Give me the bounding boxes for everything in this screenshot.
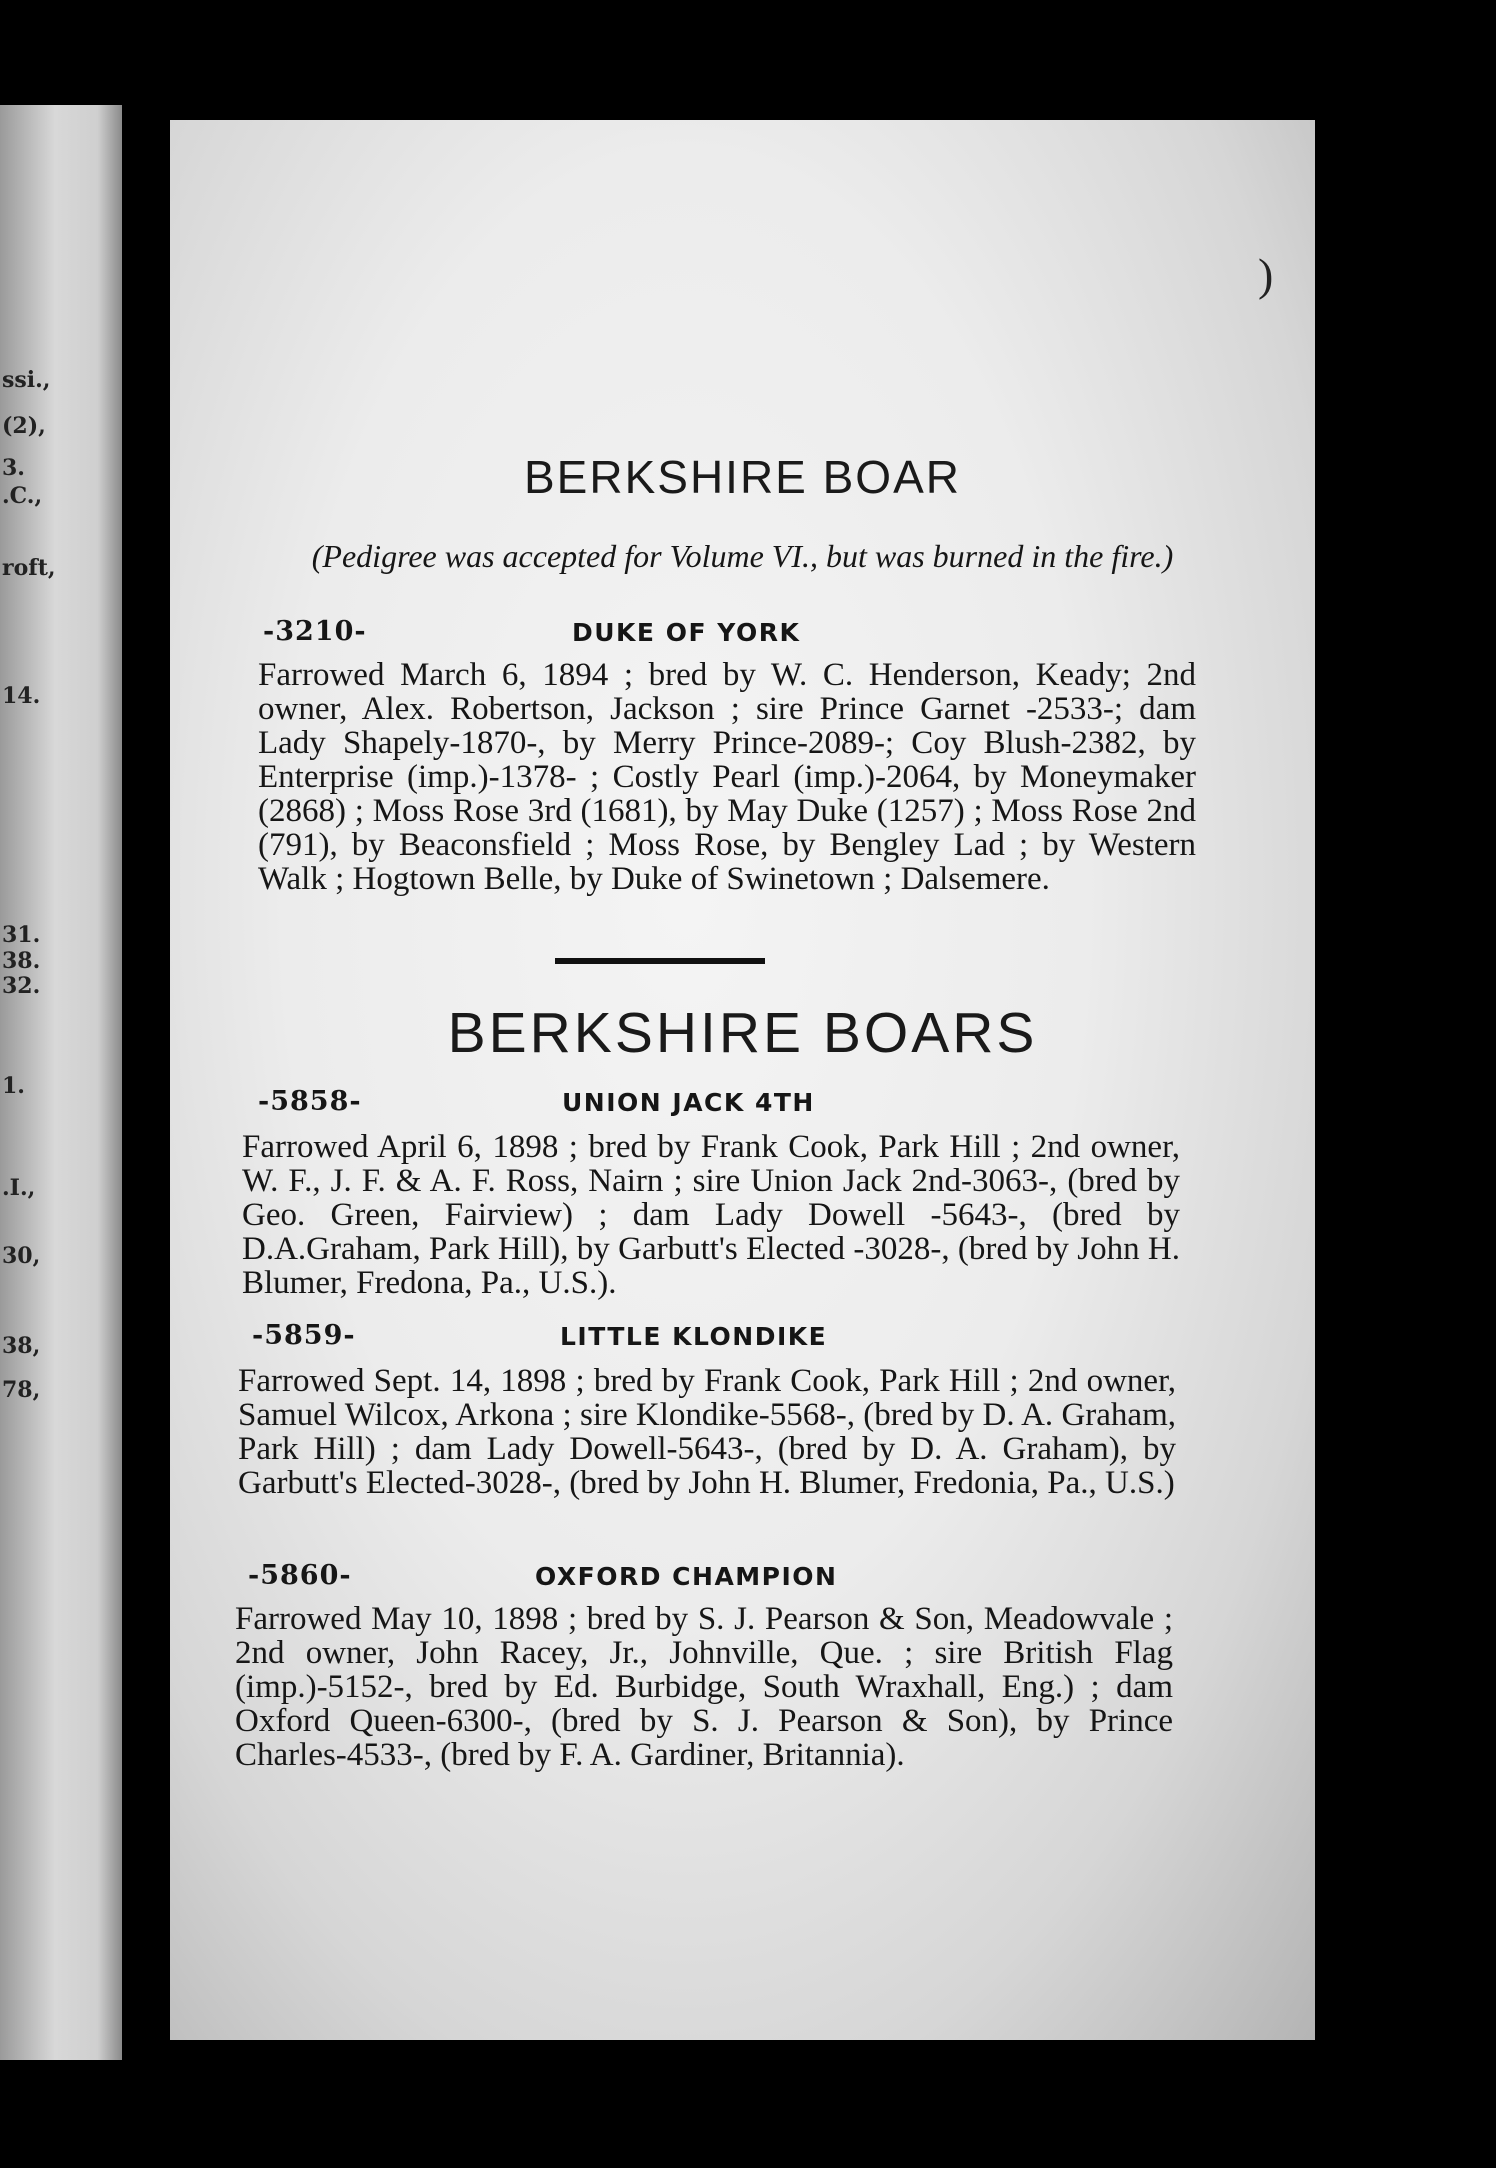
entry-header <box>170 1320 1315 1360</box>
book-page <box>170 120 1315 2040</box>
page-mark: ) <box>1258 249 1274 300</box>
entry-name: LITTLE KLONDIKE <box>560 1322 828 1351</box>
margin-fragment: 14. <box>2 683 41 709</box>
margin-fragment: 30, <box>2 1243 41 1269</box>
entry-body: Farrowed March 6, 1894 ; bred by W. C. Henderson, Keady; 2nd owner, Alex. Robertson, Jackson ; sire Prince Garnet -2533-; dam Lady Shapely-1870-, by Merry Prince-2089-; Coy Blush-2382, by Enterprise (imp.)-1378- ; Costly Pearl (imp.)-2064, by Moneymaker (2868) ; Moss Rose 3rd (1681), by May Duke (1257) ; Moss Rose 2nd (791), by Beaconsfield ; Moss Rose, by Bengley Lad ; by Western Walk ; Hogtown Belle, by Duke of Swinetown ; Dalsemere. <box>258 657 1196 897</box>
section-note: (Pedigree was accepted for Volume VI., but was burned in the fire.) <box>311 538 1174 574</box>
margin-fragment: 1. <box>2 1073 25 1099</box>
entry-number: -5859- <box>252 1320 356 1351</box>
entry-body: Farrowed April 6, 1898 ; bred by Frank Cook, Park Hill ; 2nd owner, W. F., J. F. & A. F. Ross, Nairn ; sire Union Jack 2nd-3063-, (bred by Geo. Green, Fairview) ; dam Lady Dowell -5643-, (bred by D.A.Graham, Park Hill), by Garbutt's Elected -3028-, (bred by John H. Blumer, Fredona, Pa., U.S.). <box>242 1129 1180 1301</box>
entry-header <box>170 1560 1315 1600</box>
entry-body: Farrowed May 10, 1898 ; bred by S. J. Pearson & Son, Meadowvale ; 2nd owner, John Racey, Jr., Johnville, Que. ; sire British Flag (imp.)-5152-, bred by Ed. Burbidge, South Wraxhall, Eng.) ; dam Oxford Queen-6300-, (bred by S. J. Pearson & Son), by Prince Charles-4533-, (bred by F. A. Gardiner, Britannia). <box>235 1601 1173 1773</box>
entry-name: UNION JACK 4TH <box>562 1088 815 1117</box>
margin-fragment: 78, <box>2 1377 41 1403</box>
margin-fragment: .C., <box>2 483 43 509</box>
margin-fragment: 3. <box>2 455 25 481</box>
previous-page-edge <box>0 105 122 2060</box>
entry-number: -3210- <box>263 616 367 647</box>
margin-fragment: 38. <box>2 948 41 974</box>
margin-fragment: (2), <box>2 413 46 439</box>
entry-body: Farrowed Sept. 14, 1898 ; bred by Frank Cook, Park Hill ; 2nd owner, Samuel Wilcox, Arkona ; sire Klondike-5568-, (bred by D. A. Graham, Park Hill) ; dam Lady Dowell-5643-, (bred by D. A. Graham), by Garbutt's Elected-3028-, (bred by John H. Blumer, Fredonia, Pa., U.S.) <box>238 1363 1176 1501</box>
section-title: BERKSHIRE BOAR <box>524 451 961 503</box>
margin-fragment: roft, <box>2 555 56 581</box>
margin-fragment: 31. <box>2 922 41 948</box>
margin-fragment: ssi., <box>2 367 51 393</box>
margin-fragment: 32. <box>2 973 41 999</box>
section-title: BERKSHIRE BOARS <box>447 1001 1038 1065</box>
entry-header <box>170 616 1315 656</box>
margin-fragment: 38, <box>2 1333 41 1359</box>
entry-name: OXFORD CHAMPION <box>535 1562 838 1591</box>
entry-name: DUKE OF YORK <box>572 618 801 647</box>
entry-header <box>170 1086 1315 1126</box>
entry-number: -5858- <box>258 1086 362 1117</box>
margin-fragment: .I., <box>2 1175 36 1201</box>
section-divider <box>555 958 765 964</box>
entry-number: -5860- <box>248 1560 352 1591</box>
